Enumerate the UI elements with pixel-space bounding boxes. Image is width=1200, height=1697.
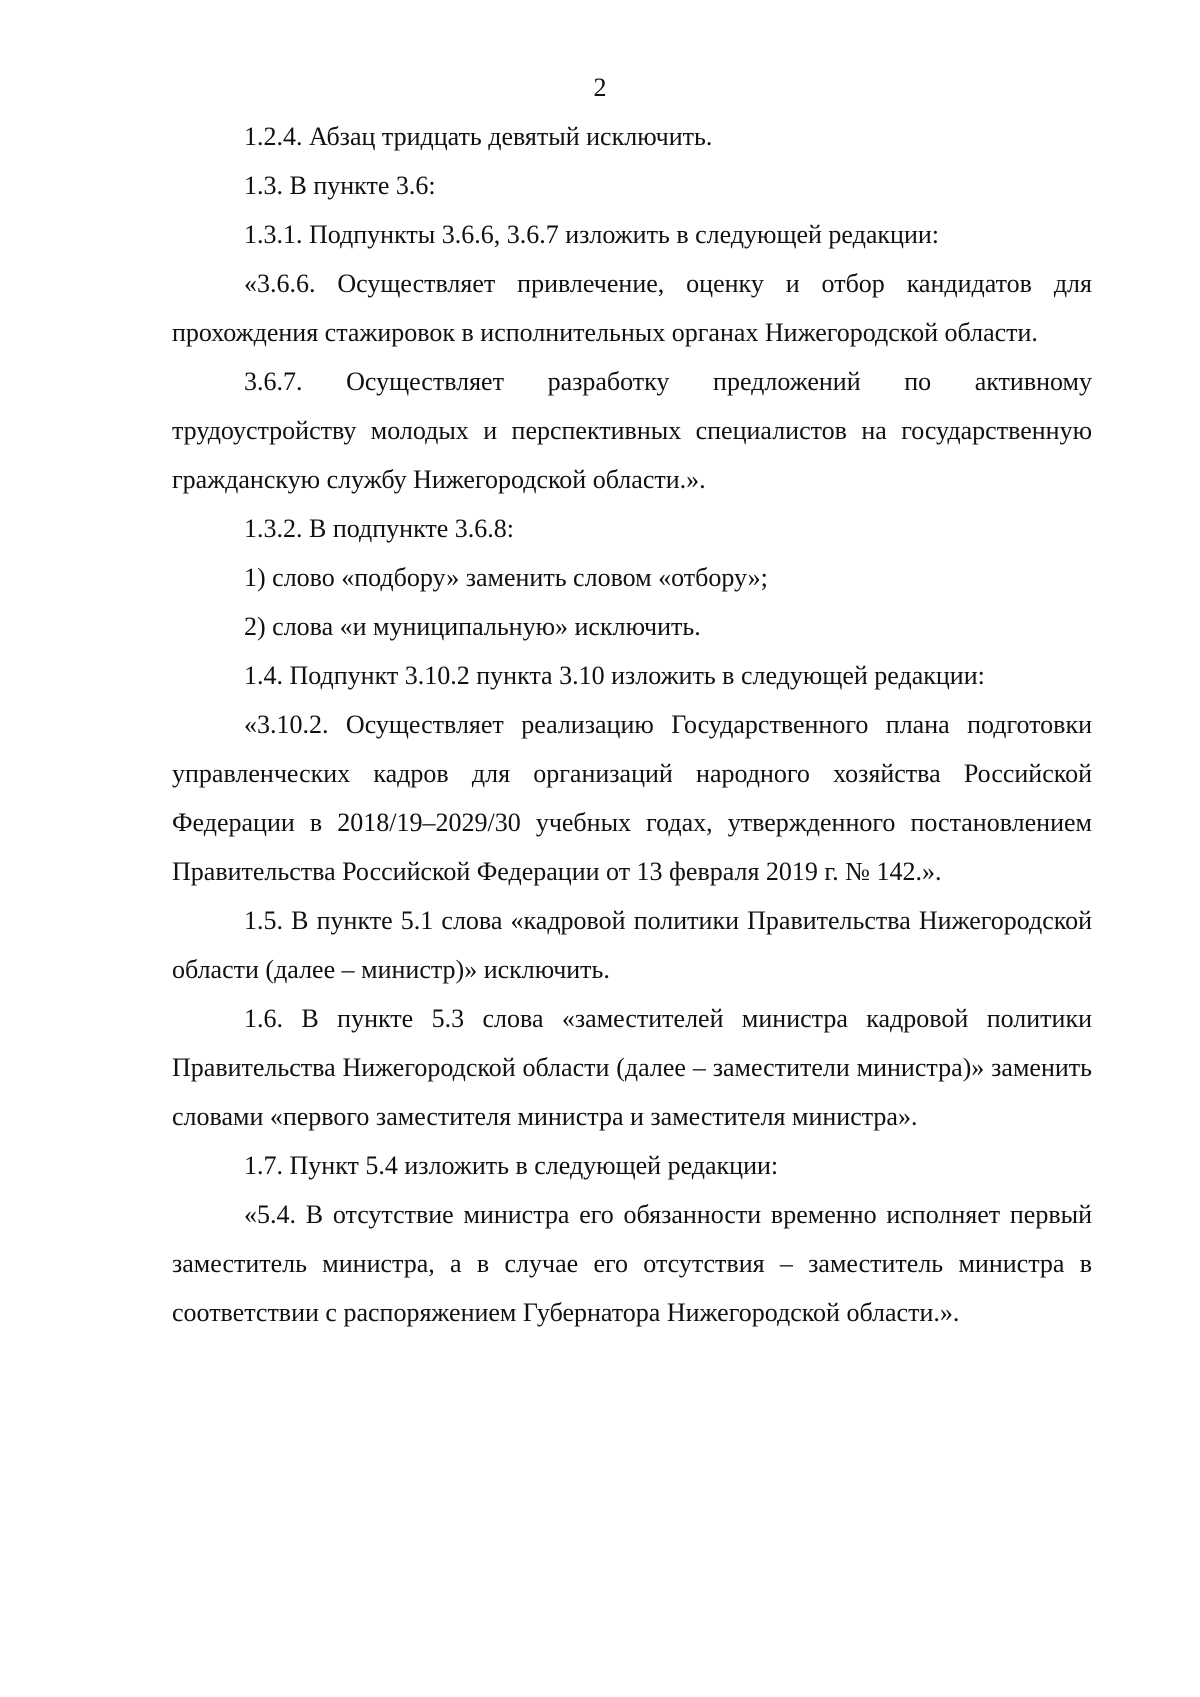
paragraph-1-4: 1.4. Подпункт 3.10.2 пункта 3.10 изложить в следующей редакции: xyxy=(244,661,985,690)
paragraph-1-3: 1.3. В пункте 3.6: xyxy=(244,171,436,200)
paragraph-1-5: 1.5. В пункте 5.1 слова «кадровой политики Правительства Нижегородской области (далее – министр)» исключить. xyxy=(172,906,1092,984)
paragraph-3-6-6: «3.6.6. Осуществляет привлечение, оценку и отбор кандидатов для прохождения стажировок в исполнительных органах Нижегородской области. xyxy=(172,269,1092,347)
paragraph-item-2: 2) слова «и муниципальную» исключить. xyxy=(244,612,701,641)
page-number: 2 xyxy=(593,73,607,102)
paragraph-1-3-1: 1.3.1. Подпункты 3.6.6, 3.6.7 изложить в следующей редакции: xyxy=(244,220,939,249)
paragraph-3-6-7: 3.6.7. Осуществляет разработку предложений по активному трудоустройству молодых и перспективных специалистов на государственную гражданскую службу Нижегородской области.». xyxy=(172,367,1092,494)
paragraph-3-10-2: «3.10.2. Осуществляет реализацию Государственного плана подготовки управленческих кадров для организаций народного хозяйства Российской Федерации в 2018/19–2029/30 учебных годах, утвержденного постановлением Правительства Российской Федерации от 13 февраля 2019 г. № 142.». xyxy=(172,710,1092,886)
paragraph-1-3-2: 1.3.2. В подпункте 3.6.8: xyxy=(244,514,514,543)
paragraph-1-2-4: 1.2.4. Абзац тридцать девятый исключить. xyxy=(244,122,713,151)
paragraph-5-4: «5.4. В отсутствие министра его обязанности временно исполняет первый заместитель министра, а в случае его отсутствия – заместитель министра в соответствии с распоряжением Губернатора Нижегородской области.». xyxy=(172,1200,1092,1327)
paragraph-1-7: 1.7. Пункт 5.4 изложить в следующей редакции: xyxy=(244,1151,779,1180)
document-body xyxy=(172,112,1092,1337)
paragraph-item-1: 1) слово «подбору» заменить словом «отбору»; xyxy=(244,563,768,592)
paragraph-1-6: 1.6. В пункте 5.3 слова «заместителей министра кадровой политики Правительства Нижегородской области (далее – заместители министра)» заменить словами «первого заместителя министра и заместителя министра». xyxy=(172,1004,1092,1131)
